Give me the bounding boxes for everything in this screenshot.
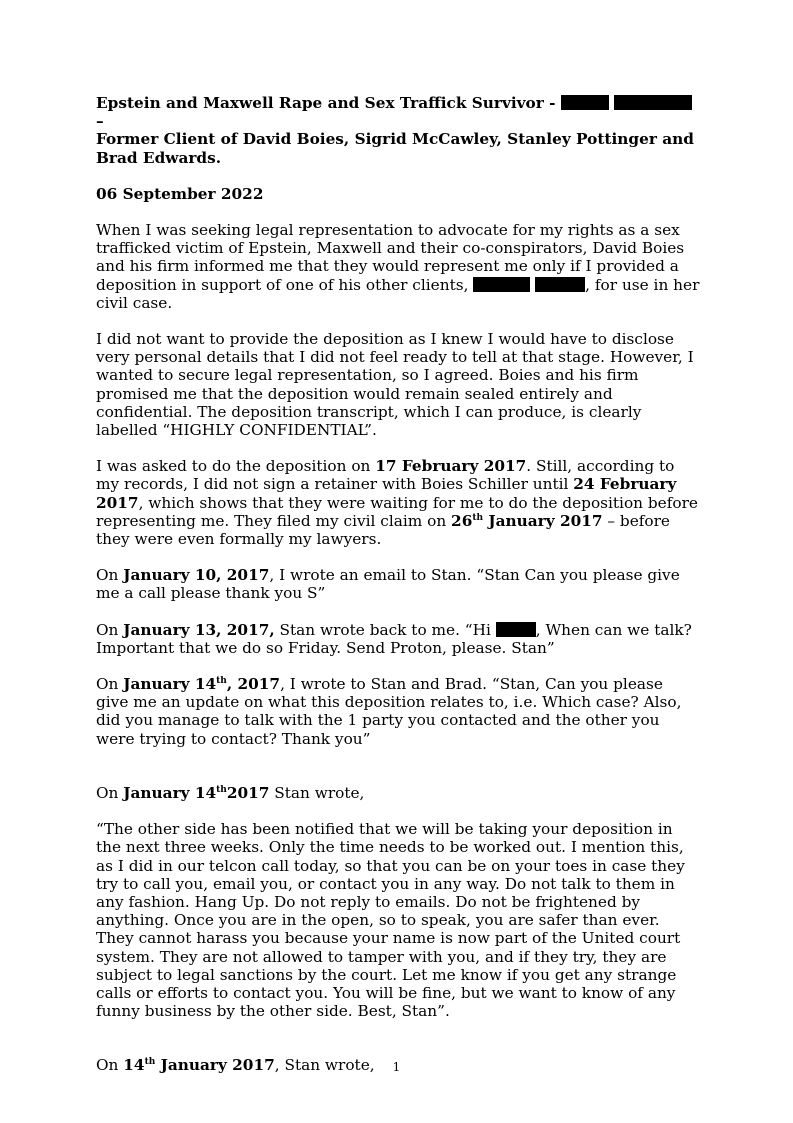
redaction-box <box>473 277 530 292</box>
paragraph-text: – before they were even formally my lawyers. <box>96 511 670 549</box>
document-date: 06 September 2022 <box>96 184 264 203</box>
redaction-box <box>535 277 585 292</box>
bold-date: January 10, 2017 <box>123 566 270 585</box>
page-number: 1 <box>392 1060 401 1074</box>
paragraph <box>96 675 700 748</box>
title-dash: – <box>96 112 104 131</box>
title-text: Epstein and Maxwell Rape and Sex Traffick Survivor - <box>96 94 561 112</box>
paragraph <box>96 457 700 548</box>
paragraph-text: , which shows that they were waiting for me to do the deposition before representing me. They filed my civil claim on <box>96 493 698 530</box>
paragraph-text: , for use in her civil case. <box>96 275 700 312</box>
bold-date: 17 February 2017 <box>375 457 527 476</box>
paragraph-text: , When can we talk? Important that we do so Friday. Send Proton, please. Stan” <box>96 620 692 657</box>
bold-date: January 13, 2017, <box>123 620 275 639</box>
paragraph-text: When I was seeking legal representation to advocate for my rights as a sex trafficked victim of Epstein, Maxwell and their co-conspirators, David Boies and his firm informed me that they would represent me only if I provided a deposition in support of one of his other clients, <box>96 221 685 294</box>
paragraph-text: , I wrote an email to Stan. “Stan Can you please give me a call please thank you S” <box>96 566 680 603</box>
bold-date: 24 February 2017 <box>96 475 677 512</box>
paragraph-text: On <box>96 783 124 802</box>
paragraph-text: On <box>96 566 124 585</box>
redaction-box <box>496 622 536 637</box>
paragraph-text: Stan wrote, <box>269 783 365 802</box>
bold-date: January 14th2017 <box>123 783 270 802</box>
bold-date: 26th January 2017 <box>451 511 603 530</box>
document-page <box>96 94 700 1093</box>
paragraph-text: On <box>96 675 124 694</box>
title-subtitle: Former Client of David Boies, Sigrid McCawley, Stanley Pottinger and Brad Edwards. <box>96 130 694 167</box>
paragraph-text: , I wrote to Stan and Brad. “Stan, Can you please give me an update on what this deposition relates to, i.e. Which case? Also, did you manage to talk with the 1 party you contacted and the other you were trying to contact? Thank you” <box>96 675 682 748</box>
paragraph: I did not want to provide the deposition as I knew I would have to disclose very personal details that I did not feel ready to tell at that stage. However, I wanted to secure legal representation, so I agreed. Boies and his firm promised me that the deposition would remain sealed entirely and confidential. The deposition transcript, which I can produce, is clearly labelled “HIGHLY CONFIDENTIAL”. <box>96 330 694 440</box>
paragraph-text: On <box>96 620 124 639</box>
redaction-box <box>561 95 609 110</box>
redaction-box <box>614 95 692 110</box>
paragraph <box>96 621 700 657</box>
paragraph-text: , Stan wrote, <box>274 1056 375 1075</box>
document-title <box>96 94 700 167</box>
bold-date: 14th January 2017 <box>123 1056 275 1075</box>
paragraph <box>96 784 700 802</box>
quoted-email: “The other side has been notified that we will be taking your deposition in the next three weeks. Only the time needs to be worked out. I mention this, as I did in our telcon call today, so that you can be on your toes in case they try to call you, email you, or contact you in any way. Do not talk to them in any fashion. Hang Up. Do not reply to emails. Do not be frightened by anything. Once you are in the open, so to speak, you are safer than ever. They cannot harass you because your name is now part of the United court system. They are not allowed to tamper with you, and if they try, they are subject to legal sanctions by the court. Let me know if you get any strange calls or efforts to contact you. You will be fine, but we want to know of any funny business by the other side. Best, Stan”. <box>96 820 685 1021</box>
bold-date: January 14th, 2017 <box>123 675 281 694</box>
paragraph-text: I was asked to do the deposition on <box>96 457 376 476</box>
paragraph-text: Stan wrote back to me. “Hi <box>274 620 496 639</box>
paragraph-text: . Still, according to my records, I did not sign a retainer with Boies Schiller until <box>96 457 675 494</box>
paragraph-text: On <box>96 1056 124 1075</box>
paragraph <box>96 566 700 602</box>
paragraph <box>96 221 700 312</box>
